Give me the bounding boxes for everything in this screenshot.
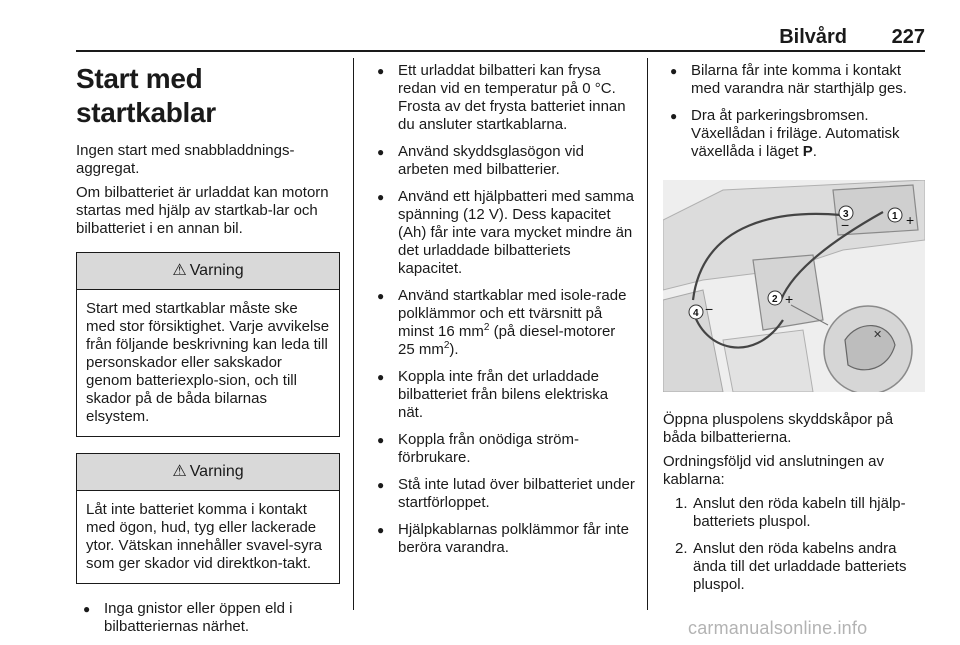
list-item-text: (på diesel-motorer 25 mm	[398, 323, 616, 358]
numbered-list	[663, 495, 925, 594]
page-number: 227	[891, 26, 925, 48]
list-item: ● Hjälpkablarnas polklämmor får inte beröra varandra.	[370, 521, 635, 557]
list-item-text: Använd startkablar med isole-rade polklämmor och ett tvärsnitt på minst 16 mm	[398, 287, 627, 340]
warning-label: Varning	[189, 262, 244, 279]
bullet-list	[663, 62, 925, 161]
list-item: ● Använd skyddsglasögon vid arbeten med bilbatterier.	[370, 143, 635, 179]
list-item-text: Dra åt parkeringsbromsen. Växellådan i friläge. Automatisk växellåda i läget	[691, 107, 900, 160]
list-item: ● Ett urladdat bilbatteri kan frysa redan vid en temperatur på 0 °C. Frosta av det frysta batteriet innan du ansluter startkablarna.	[370, 62, 635, 134]
list-item	[370, 287, 635, 359]
superscript: 2	[443, 340, 450, 351]
page-header	[0, 0, 960, 58]
list-item	[663, 540, 925, 594]
warning-box	[76, 453, 340, 584]
watermark: carmanualsonline.info	[688, 618, 868, 638]
superscript: 2	[483, 322, 490, 333]
step-text: Anslut den röda kabeln till hjälp-batteriets pluspol.	[693, 495, 906, 530]
label-3: 3	[843, 209, 849, 220]
gear-position: P	[802, 143, 813, 160]
minus-sign: −	[841, 217, 850, 233]
minus-sign: −	[705, 301, 714, 317]
column-1	[76, 62, 340, 645]
warning-text: Låt inte batteriet komma i kontakt med ögon, hud, tyg eller lackerade ytor. Vätskan innehåller svavel-syra som ger skador vid direktkon-takt.	[86, 501, 322, 572]
body-paragraph: Öppna pluspolens skyddskåpor på båda bilbatterierna.	[663, 411, 894, 446]
list-item: ● Stå inte lutad över bilbatteriet under startförloppet.	[370, 476, 635, 512]
warning-text: Start med startkablar måste ske med stor försiktighet. Varje avvikelse från följande beskrivning kan leda till personskador eller sakskador genom batteriexplo-sion, och till skador på de båda bilarnas elsystem.	[86, 300, 330, 425]
list-item: ● Bilarna får inte komma i kontakt med varandra när starthjälp ges.	[663, 62, 925, 98]
bullet-list	[370, 62, 635, 557]
warning-header	[77, 253, 339, 290]
label-4: 4	[693, 308, 699, 319]
warning-icon: ⚠	[172, 262, 187, 279]
list-item-text: ).	[449, 341, 459, 358]
warning-icon: ⚠	[172, 463, 187, 480]
plus-sign: +	[785, 291, 794, 307]
column-divider	[647, 58, 648, 610]
column-3	[663, 62, 925, 603]
svg-text:✕: ✕	[873, 328, 883, 341]
body-paragraph: Ordningsföljd vid anslutningen av kablarna:	[663, 453, 884, 488]
warning-header	[77, 454, 339, 491]
section-title: Bilvård	[779, 26, 847, 48]
bullet-list	[76, 600, 340, 636]
plus-sign: +	[906, 212, 915, 228]
list-item: ● Inga gnistor eller öppen eld i bilbatteriernas närhet.	[76, 600, 340, 636]
warning-box	[76, 252, 340, 437]
jump-start-illustration	[663, 180, 925, 392]
column-2	[370, 62, 635, 566]
label-1: 1	[892, 211, 898, 222]
step-text: Anslut den röda kabelns andra ända till det urladdade batteriets pluspol.	[693, 540, 907, 593]
page-title: Start med startkablar	[76, 63, 216, 128]
list-item	[663, 495, 925, 531]
step-number: 1.	[675, 495, 688, 512]
list-item	[663, 107, 925, 161]
header-rule	[76, 50, 925, 52]
list-item: ● Koppla från onödiga ström-förbrukare.	[370, 431, 635, 467]
list-item: ● Koppla inte från det urladdade bilbatteriet från bilens elektriska nät.	[370, 368, 635, 422]
column-divider	[353, 58, 354, 610]
step-number: 2.	[675, 540, 688, 557]
list-item: ● Använd ett hjälpbatteri med samma spänning (12 V). Dess kapacitet (Ah) får inte vara mycket mindre än det urladdade bilbatteriets kapacitet.	[370, 188, 635, 278]
intro-paragraph: Om bilbatteriet är urladdat kan motorn startas med hjälp av startkab-lar och bilbatteriet i en annan bil.	[76, 184, 329, 237]
label-2: 2	[772, 294, 778, 305]
warning-label: Varning	[189, 463, 244, 480]
list-item-text: .	[812, 143, 817, 160]
intro-paragraph: Ingen start med snabbladdnings-aggregat.	[76, 142, 295, 177]
